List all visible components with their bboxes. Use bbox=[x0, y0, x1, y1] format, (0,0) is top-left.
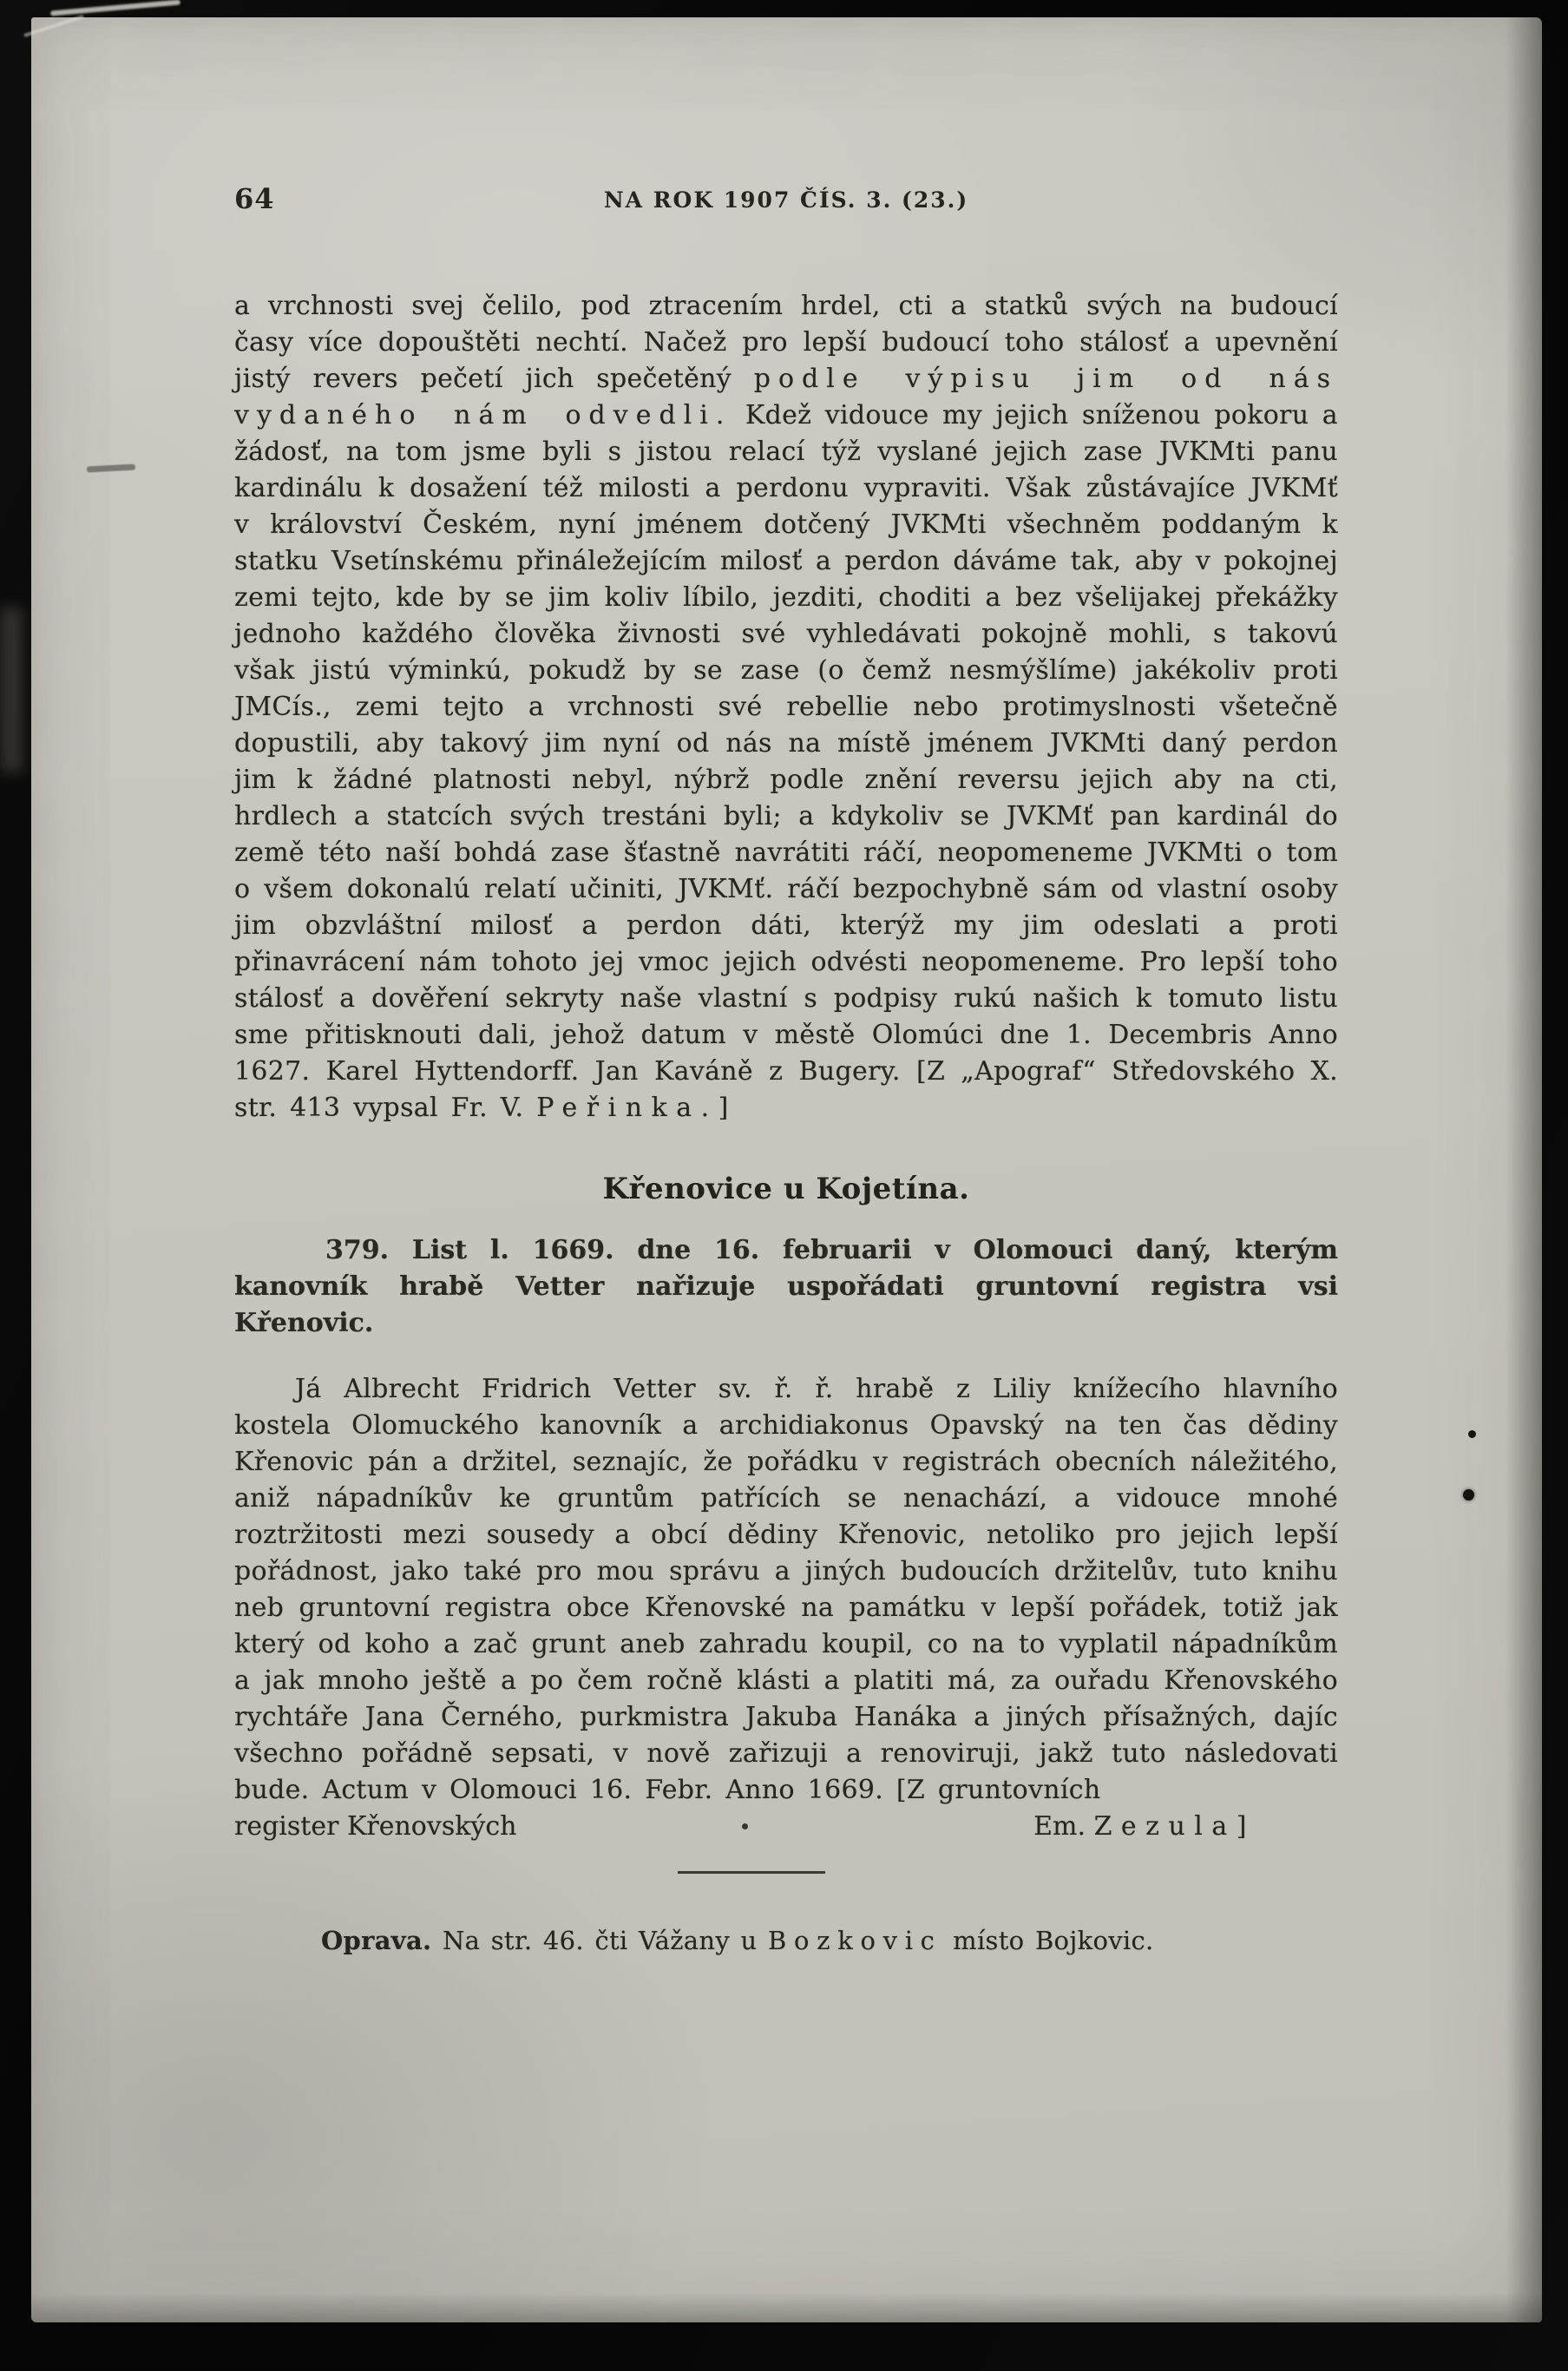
letter-text-continued: Kdež vidouce my jejich sníženou pokoru a žádosť, na tom jsme byli s jistou relací týž vyslané jejich zase JVKMti panu kardinálu k dosažení též milosti a perdonu vypraviti. Však zůstávajíce JVKMť v království Českém, nyní jménem dotčený JVKMti všechněm poddaným k statku Vsetínskému přináležejícím milosť a perdon dáváme tak, aby v pokojnej zemi tejto, kde by se jim koliv líbilo, jezditi, choditi a bez všelijakej překážky jednoho každého člověka živnosti své vyhledávati pokojně mohli, s takovú však jistú výminkú, pokudž by se zase (o čemž nesmýšlíme) jakékoliv proti JMCís., zemi tejto a vrchnosti své rebellie nebo protimyslnosti všetečně dopustili, aby takový jim nyní od nás na místě jménem JVKMti daný perdon jim k žádné platnosti nebyl, nýbrž podle znění reversu jejich aby na cti, hrdlech a statcích svých trestáni byli; a kdykoliv se JVKMť pan kardinál do země této naší bohdá zase šťastně navrátiti ráčí, neopomeneme JVKMti o tom o všem dokonalú relatí učiniti, JVKMť. ráčí bezpochybně sám od vlastní osoby jim obzvláštní milosť a perdon dáti, kterýž my jim odeslati a proti přinavrácení nám tohoto jej vmoc jejich odvésti neopomeneme. Pro lepší toho stálosť a dověření sekryty naše vlastní s podpisy rukú našich k tomuto listu sme přitisknouti dali, jehož datum v městě Olomúci dne 1. Decembris Anno 1627. Karel Hyttendorff. Jan Kaváně z Bugery. [Z „Apograf“ Středovského X. str. 413 vypsal Fr. V. bbox=[234, 400, 1338, 1123]
letter-text: a vrchnosti svej čelilo, pod ztracením hrdel, cti a statků svých na budoucí časy více dopouštěti nechtí. Načež pro lepší budoucí toho stálosť a upevnění jistý revers pečetí jich spečetěný bbox=[234, 291, 1338, 394]
divider-rule bbox=[678, 1871, 825, 1874]
book-page bbox=[31, 17, 1542, 2322]
section-heading: Křenovice u Kojetína. bbox=[602, 1172, 970, 1206]
running-header: NA ROK 1907 ČÍS. 3. (23.) bbox=[603, 187, 969, 213]
page-content bbox=[234, 182, 1338, 1955]
charter-paragraph: Já Albrecht Fridrich Vetter sv. ř. ř. hrabě z Liliy knížecího hlavního kostela Olomuckého kanovník a archidiakonus Opavský na ten čas dědiny Křenovic pán a držitel, seznajíc, že pořádku v registrách obecních náležitého, aniž nápadníkův ke gruntům patřících se nenachází, a vidouce mnohé roztržitosti mezi sousedy a obcí dědiny Křenovic, netoliko pro jejich lepší pořádnost, jako také pro mou správu a jiných budoucích držitelův, tuto knihu neb gruntovní registra obce Křenovské na památku v lepší pořádek, totiž jak který od koho a zač grunt aneb zahradu koupil, co na to vyplatil nápadníkům a jak mnoho ještě a po čem ročně klásti a platiti má, za ouřadu Křenovského rychtáře Jana Černého, purkmistra Jakuba Hanáka a jiných přísažných, dajíc všechno pořádně sepsati, v nově zařizuji a renoviruji, jakž tuto následovati bude. Actum v Olomouci 16. Febr. Anno 1669. [Z gruntovních bbox=[234, 1374, 1338, 1805]
erratum-text-end: místo Bojkovic. bbox=[941, 1926, 1154, 1955]
closing-signoff bbox=[1033, 1809, 1256, 1845]
signoff-name: Zezula] bbox=[1093, 1811, 1256, 1842]
closing-line bbox=[234, 1809, 1338, 1845]
erratum-line bbox=[234, 1926, 1338, 1955]
erratum-label: Oprava. bbox=[321, 1926, 432, 1955]
letter-spaced-phrase: podle výpisu jim od nás vydaného nám odvedli. bbox=[234, 364, 1338, 430]
letter-paragraph bbox=[234, 288, 1338, 1126]
page-header bbox=[234, 182, 1338, 220]
signoff-abbrev: Em. bbox=[1033, 1811, 1086, 1842]
erratum-text: Na str. 46. čti Vážany u bbox=[431, 1926, 769, 1955]
ink-dot-artifact bbox=[742, 1823, 748, 1829]
editor-name: Peřinka.] bbox=[536, 1093, 738, 1123]
erratum-spaced-word: Bozkovic bbox=[768, 1926, 942, 1955]
page-edge-shadow-bottom bbox=[31, 2293, 1542, 2322]
scan-streak-artifact bbox=[50, 0, 180, 16]
page-number: 64 bbox=[234, 182, 275, 215]
border-blotch-artifact bbox=[0, 608, 23, 772]
closing-left-text: register Křenovských bbox=[234, 1811, 517, 1842]
regest-paragraph: 379. List l. 1669. dne 16. februarii v Olomouci daný, kterým kanovník hrabě Vetter nařizuje uspořádati gruntovní registra vsi Křenovic. bbox=[234, 1235, 1338, 1338]
page-edge-shadow-right bbox=[1506, 17, 1542, 2322]
